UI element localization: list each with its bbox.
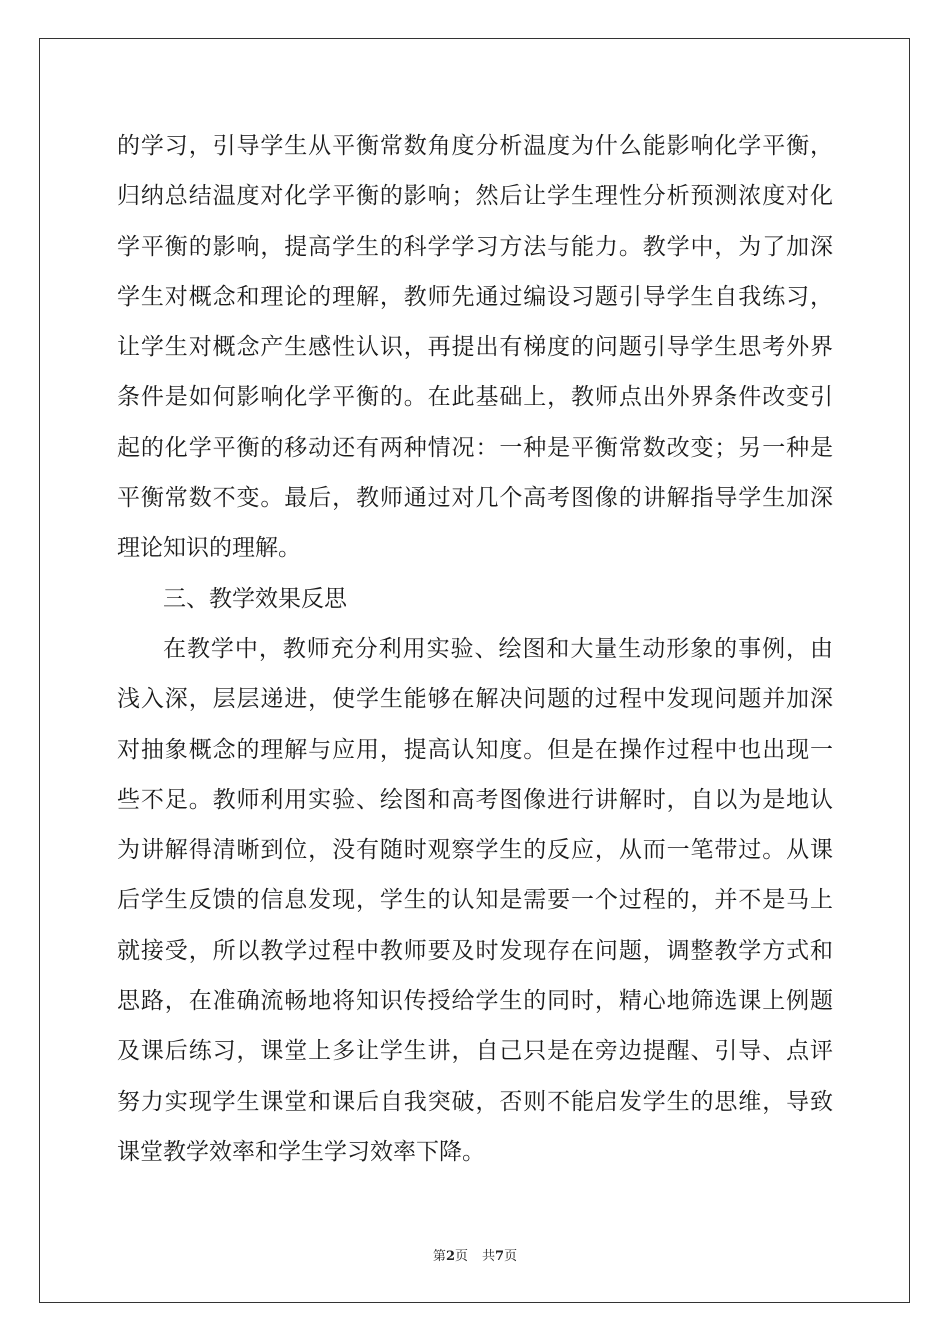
text-line: 归纳总结温度对化学平衡的影响；然后让学生理性分析预测浓度对化 bbox=[117, 183, 833, 210]
text-line: 起的化学平衡的移动还有两种情况：一种是平衡常数改变；另一种是 bbox=[117, 434, 833, 461]
text-line: 条件是如何影响化学平衡的。在此基础上，教师点出外界条件改变引 bbox=[117, 384, 833, 411]
text-line: 就接受，所以教学过程中教师要及时发现存在问题，调整教学方式和 bbox=[117, 937, 833, 964]
text-line: 努力实现学生课堂和课后自我突破，否则不能启发学生的思维，导致 bbox=[117, 1088, 833, 1115]
page-total: 7 bbox=[495, 1249, 505, 1264]
text-line: 理论知识的理解。 bbox=[117, 535, 301, 562]
text-line: 学生对概念和理论的理解，教师先通过编设习题引导学生自我练习， bbox=[117, 283, 833, 310]
text-line: 学平衡的影响，提高学生的科学学习方法与能力。教学中，为了加深 bbox=[117, 233, 833, 260]
text-line: 让学生对概念产生感性认识，再提出有梯度的问题引导学生思考外界 bbox=[117, 334, 833, 361]
page-footer bbox=[0, 1248, 950, 1266]
total-unit: 页 bbox=[504, 1249, 518, 1264]
section-heading: 三、教学效果反思 bbox=[163, 585, 347, 612]
text-line: 思路，在准确流畅地将知识传授给学生的同时，精心地筛选课上例题 bbox=[117, 988, 833, 1015]
text-line: 平衡常数不变。最后，教师通过对几个高考图像的讲解指导学生加深 bbox=[117, 485, 833, 512]
text-line: 在教学中，教师充分利用实验、绘图和大量生动形象的事例，由 bbox=[163, 635, 833, 662]
text-line: 的学习，引导学生从平衡常数角度分析温度为什么能影响化学平衡， bbox=[117, 133, 833, 159]
text-line: 对抽象概念的理解与应用，提高认知度。但是在操作过程中也出现一 bbox=[117, 736, 833, 763]
total-prefix: 共 bbox=[482, 1249, 496, 1264]
page-current: 2 bbox=[445, 1249, 455, 1264]
text-line: 及课后练习，课堂上多让学生讲，自己只是在旁边提醒、引导、点评 bbox=[117, 1038, 833, 1065]
text-line: 些不足。教师利用实验、绘图和高考图像进行讲解时，自以为是地认 bbox=[117, 786, 833, 813]
text-line: 后学生反馈的信息发现，学生的认知是需要一个过程的，并不是马上 bbox=[117, 887, 833, 914]
text-line: 浅入深，层层递进，使学生能够在解决问题的过程中发现问题并加深 bbox=[117, 686, 833, 713]
page-unit: 页 bbox=[454, 1249, 468, 1264]
page-prefix: 第 bbox=[432, 1249, 446, 1264]
document-body bbox=[117, 124, 833, 1180]
text-line: 课堂教学效率和学生学习效率下降。 bbox=[117, 1138, 485, 1165]
text-line: 为讲解得清晰到位，没有随时观察学生的反应，从而一笔带过。从课 bbox=[117, 837, 833, 864]
